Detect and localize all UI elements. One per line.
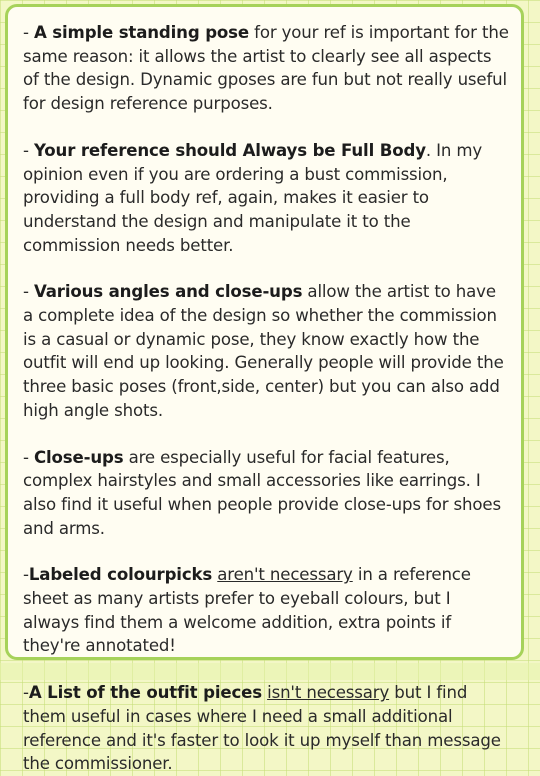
bullet-dash: - (23, 140, 34, 160)
paragraph-text: are especially useful for facial features, complex hairstyles and small accessories like earrings. I also find it useful when people provide close-ups for shoes and arms. (23, 447, 501, 538)
bullet-dash: - (23, 282, 34, 302)
paragraph-close-ups (23, 446, 511, 541)
bold-heading: A List of the outfit pieces (28, 683, 262, 703)
paragraph-standing-pose (23, 21, 511, 116)
underlined-note: aren't necessary (217, 565, 353, 585)
bold-heading: Close-ups (33, 447, 124, 467)
bold-heading: A simple standing pose (33, 23, 250, 42)
underlined-note: isn't necessary (267, 683, 390, 703)
paragraph-text: . In my opinion even if you are ordering a bust commission, providing a full body ref, again, makes it easier to understand the design and manipulate it to the commission needs better. (23, 140, 483, 255)
bullet-dash: - (23, 565, 29, 585)
paragraph-angles (23, 280, 511, 422)
bold-heading: Labeled colourpicks (28, 565, 213, 585)
paragraph-text: for your ref is important for the same reason: it allows the artist to clearly see all aspects of the design. Dynamic gposes are fun but not really useful for design reference purposes. (23, 23, 509, 114)
bold-heading: Various angles and close-ups (33, 282, 303, 302)
bullet-dash: - (23, 23, 34, 42)
paragraph-text: allow the artist to have a complete idea of the design so whether the commission is a casual or dynamic pose, they know exactly how the outfit will end up looking. Generally people will provide the three basic poses (front,side, center) but you can also add high angle shots. (23, 282, 504, 420)
text-card (5, 4, 524, 774)
paragraph-text-end: in a reference sheet as many artists prefer to eyeball colours, but I always find them a welcome addition, extra points if they're annotated! (23, 565, 471, 656)
paragraph-colourpicks (23, 563, 511, 658)
paragraph-text-end: but I find them useful in cases where I need a small additional reference and it's faster to look it up myself than message the commissioner. (23, 683, 501, 774)
paragraph-outfit-list (23, 681, 511, 776)
bold-heading: Your reference should Always be Full Body (33, 140, 426, 160)
paragraph-full-body (23, 139, 511, 258)
bullet-dash: - (23, 683, 29, 703)
bullet-dash: - (23, 447, 34, 467)
background-strip (0, 663, 540, 680)
